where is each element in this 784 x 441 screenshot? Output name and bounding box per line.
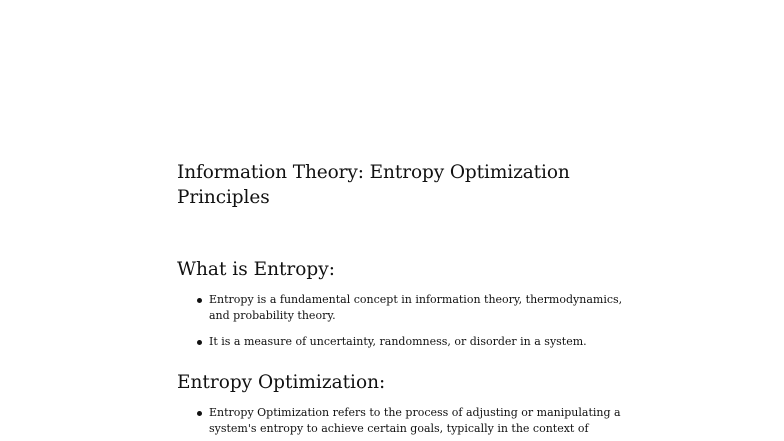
bullet-icon [197,411,202,416]
bullet-list-entropy-optimization [195,405,635,441]
section-heading-entropy-optimization: Entropy Optimization: [177,372,386,393]
section-heading-what-is-entropy: What is Entropy: [177,259,335,280]
bullet-icon [197,298,202,303]
list-item [195,405,635,437]
bullet-list-what-is-entropy [195,292,635,360]
list-item [195,292,635,324]
list-item-text: Entropy is a fundamental concept in information theory, thermodynamics, and probability theory. [209,293,623,322]
bullet-icon [197,340,202,345]
document-title: Information Theory: Entropy Optimization Principles [177,162,570,208]
list-item-text: Entropy Optimization refers to the process of adjusting or manipulating a system's entropy to achieve certain goals, typically in the context of [209,406,621,435]
list-item-text: It is a measure of uncertainty, randomness, or disorder in a system. [209,335,587,348]
list-item [195,334,635,350]
